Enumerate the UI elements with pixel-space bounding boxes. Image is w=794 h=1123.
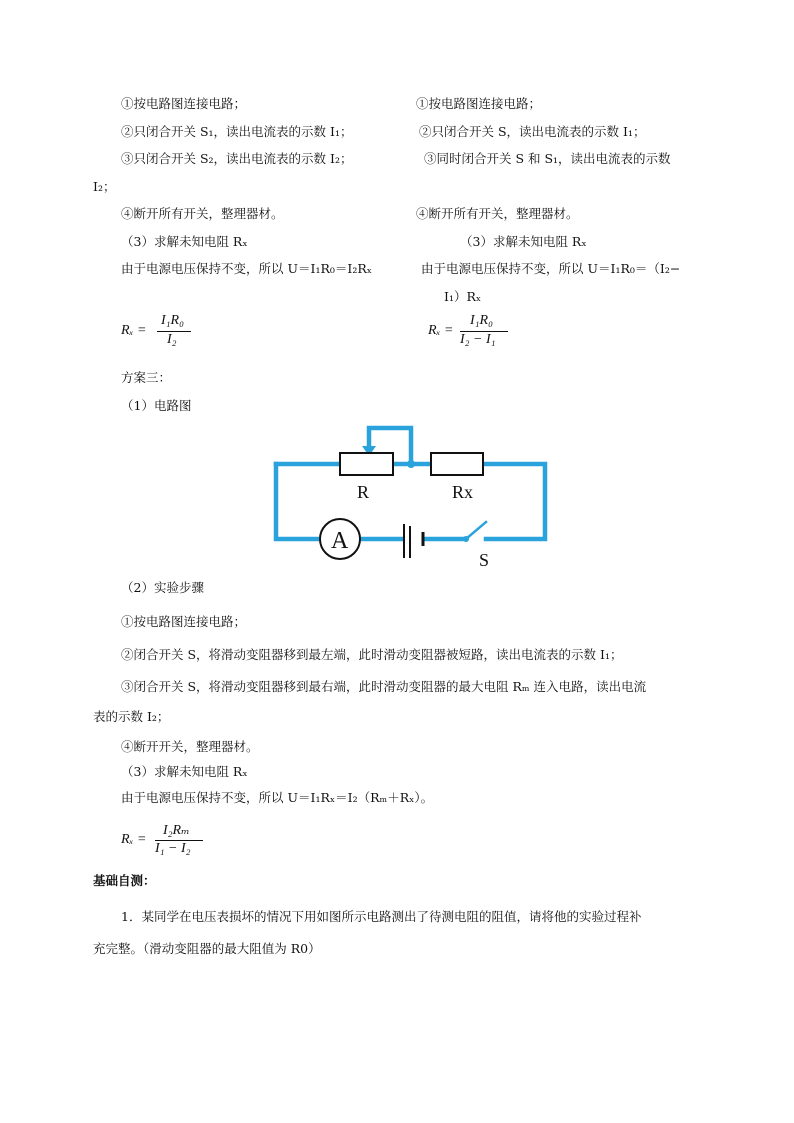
left-formula-lhs: Rₓ = [121,323,147,338]
right-reason-a: 由于电源电压保持不变，所以 U＝I₁R₀＝（I₂− [421,261,681,276]
right-step-3a: ③同时闭合开关 S 和 S₁，读出电流表的示数 [424,151,671,166]
basic-title: 基础自测： [93,873,156,888]
switch-pivot [463,536,469,542]
rheostat-r [340,453,393,475]
left-formula-num: I₁R₀ [161,313,184,328]
plan3-steps-heading: （2）实验步骤 [121,580,204,595]
left-step-3: ③只闭合开关 S₂，读出电流表的示数 I₂； [121,151,353,166]
label-switch: S [479,550,490,570]
plan3-step-3b: 表的示数 I₂； [93,709,170,724]
label-r: R [357,482,370,502]
plan3-step-2: ②闭合开关 S，将滑动变阻器移到最左端，此时滑动变阻器被短路，读出电流表的示数 I₁； [121,647,623,662]
label-ammeter: A [331,528,349,554]
plan3-formula-num: I₂Rₘ [163,823,190,838]
plan3-solve-heading: （3）求解未知电阻 Rₓ [121,764,248,779]
right-step-4: ④断开所有开关，整理器材。 [416,206,579,221]
plan3-step-1: ①按电路图连接电路； [121,614,247,629]
left-reason: 由于电源电压保持不变，所以 U＝I₁R₀＝I₂Rₓ [121,261,373,276]
circuit-diagram [260,418,560,573]
left-step-4: ④断开所有开关，整理器材。 [121,206,284,221]
left-step-1: ①按电路图连接电路； [121,96,247,111]
plan3-formula-den: I₁ − I₂ [155,841,191,856]
right-solve-heading: （3）求解未知电阻 Rₓ [460,234,587,249]
right-reason-b: I₁）Rₓ [444,289,482,304]
basic-q1-line1: 1．某同学在电压表损坏的情况下用如图所示电路测出了待测电阻的阻值，请将他的实验过程补 [121,909,642,924]
right-formula-den: I₂ − I₁ [460,332,496,347]
left-formula-den: I₂ [167,332,177,347]
junction-dot [407,460,415,468]
right-formula-num: I₁R₀ [470,313,493,328]
plan3-title: 方案三： [121,370,172,385]
right-formula-lhs: Rₓ = [428,323,454,338]
plan3-formula [121,822,211,862]
left-solve-heading: （3）求解未知电阻 Rₓ [121,234,248,249]
plan3-step-3a: ③闭合开关 S，将滑动变阻器移到最右端，此时滑动变阻器的最大电阻 Rₘ 连入电路，读出电流 [121,679,647,694]
switch-blade [466,522,486,539]
plan3-reason: 由于电源电压保持不变，所以 U＝I₁Rₓ＝I₂（Rₘ＋Rₓ）。 [121,790,434,805]
plan3-step-4: ④断开开关，整理器材。 [121,739,259,754]
right-formula [428,313,518,353]
plan3-circuit-heading: （1）电路图 [121,398,192,413]
basic-q1-line2: 充完整。（滑动变阻器的最大阻值为 R0） [93,941,321,956]
left-formula [121,313,201,353]
left-step-2: ②只闭合开关 S₁，读出电流表的示数 I₁； [121,124,353,139]
plan3-formula-lhs: Rₓ = [121,832,147,847]
circuit-left-wire [276,464,320,539]
label-rx: Rx [452,482,474,502]
right-step-2: ②只闭合开关 S，读出电流表的示数 I₁； [419,124,646,139]
right-step-1: ①按电路图连接电路； [416,96,542,111]
right-step-3b: I₂； [93,179,116,194]
resistor-rx [431,453,483,475]
